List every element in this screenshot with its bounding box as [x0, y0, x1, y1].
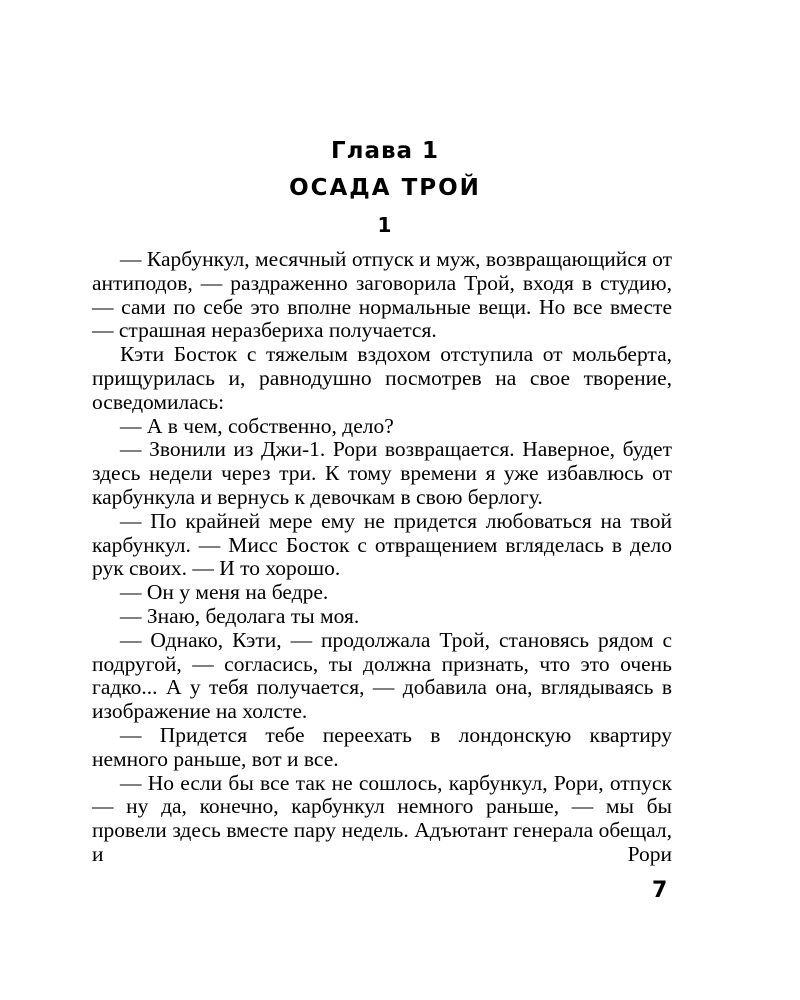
paragraph: — Карбункул, месячный отпуск и муж, возвращающийся от антиподов, — раздраженно заговорила Трой, входя в студию, — сами по себе это вполне нормальные вещи. Но все вместе — страшная неразбериха получается.	[92, 247, 672, 343]
section-number: 1	[377, 213, 393, 237]
paragraph: — А в чем, собственно, дело?	[120, 413, 394, 438]
chapter-title: ОСАДА ТРОЙ	[289, 175, 481, 201]
paragraph: Кэти Босток с тяжелым вздохом отступила от мольберта, прищурилась и, равнодушно посмотрев на свое творение, осведомилась:	[92, 342, 672, 414]
body-text	[92, 248, 672, 867]
paragraph: — Звонили из Джи-1. Рори возвращается. Наверное, будет здесь недели через три. К тому времени я уже избавлюсь от карбункула и вернусь к девочкам в свою берлогу.	[92, 437, 672, 509]
chapter-label: Глава 1	[330, 138, 440, 164]
paragraph: — Знаю, бедолага ты моя.	[120, 603, 360, 628]
page-number: 7	[652, 878, 668, 903]
paragraph: — Придется тебе переехать в лондонскую квартиру немного раньше, вот и все.	[92, 722, 672, 771]
paragraph: — Он у меня на бедре.	[120, 580, 329, 605]
paragraph: — Однако, Кэти, — продолжала Трой, становясь рядом с подругой, — согласись, ты должна признать, что это очень гадко... А у тебя получается, — добавила она, вглядываясь в изображение на холсте.	[92, 627, 672, 724]
paragraph: — Но если бы все так не сошлось, карбункул, Рори, отпуск — ну да, конечно, карбункул немного раньше, — мы бы провели здесь вместе пару недель. Адъютант генерала обещал, и Рори	[92, 770, 672, 866]
paragraph: — По крайней мере ему не придется любоваться на твой карбункул. — Мисс Босток с отвращением вгляделась в дело рук своих. — И то хорошо.	[92, 508, 672, 581]
